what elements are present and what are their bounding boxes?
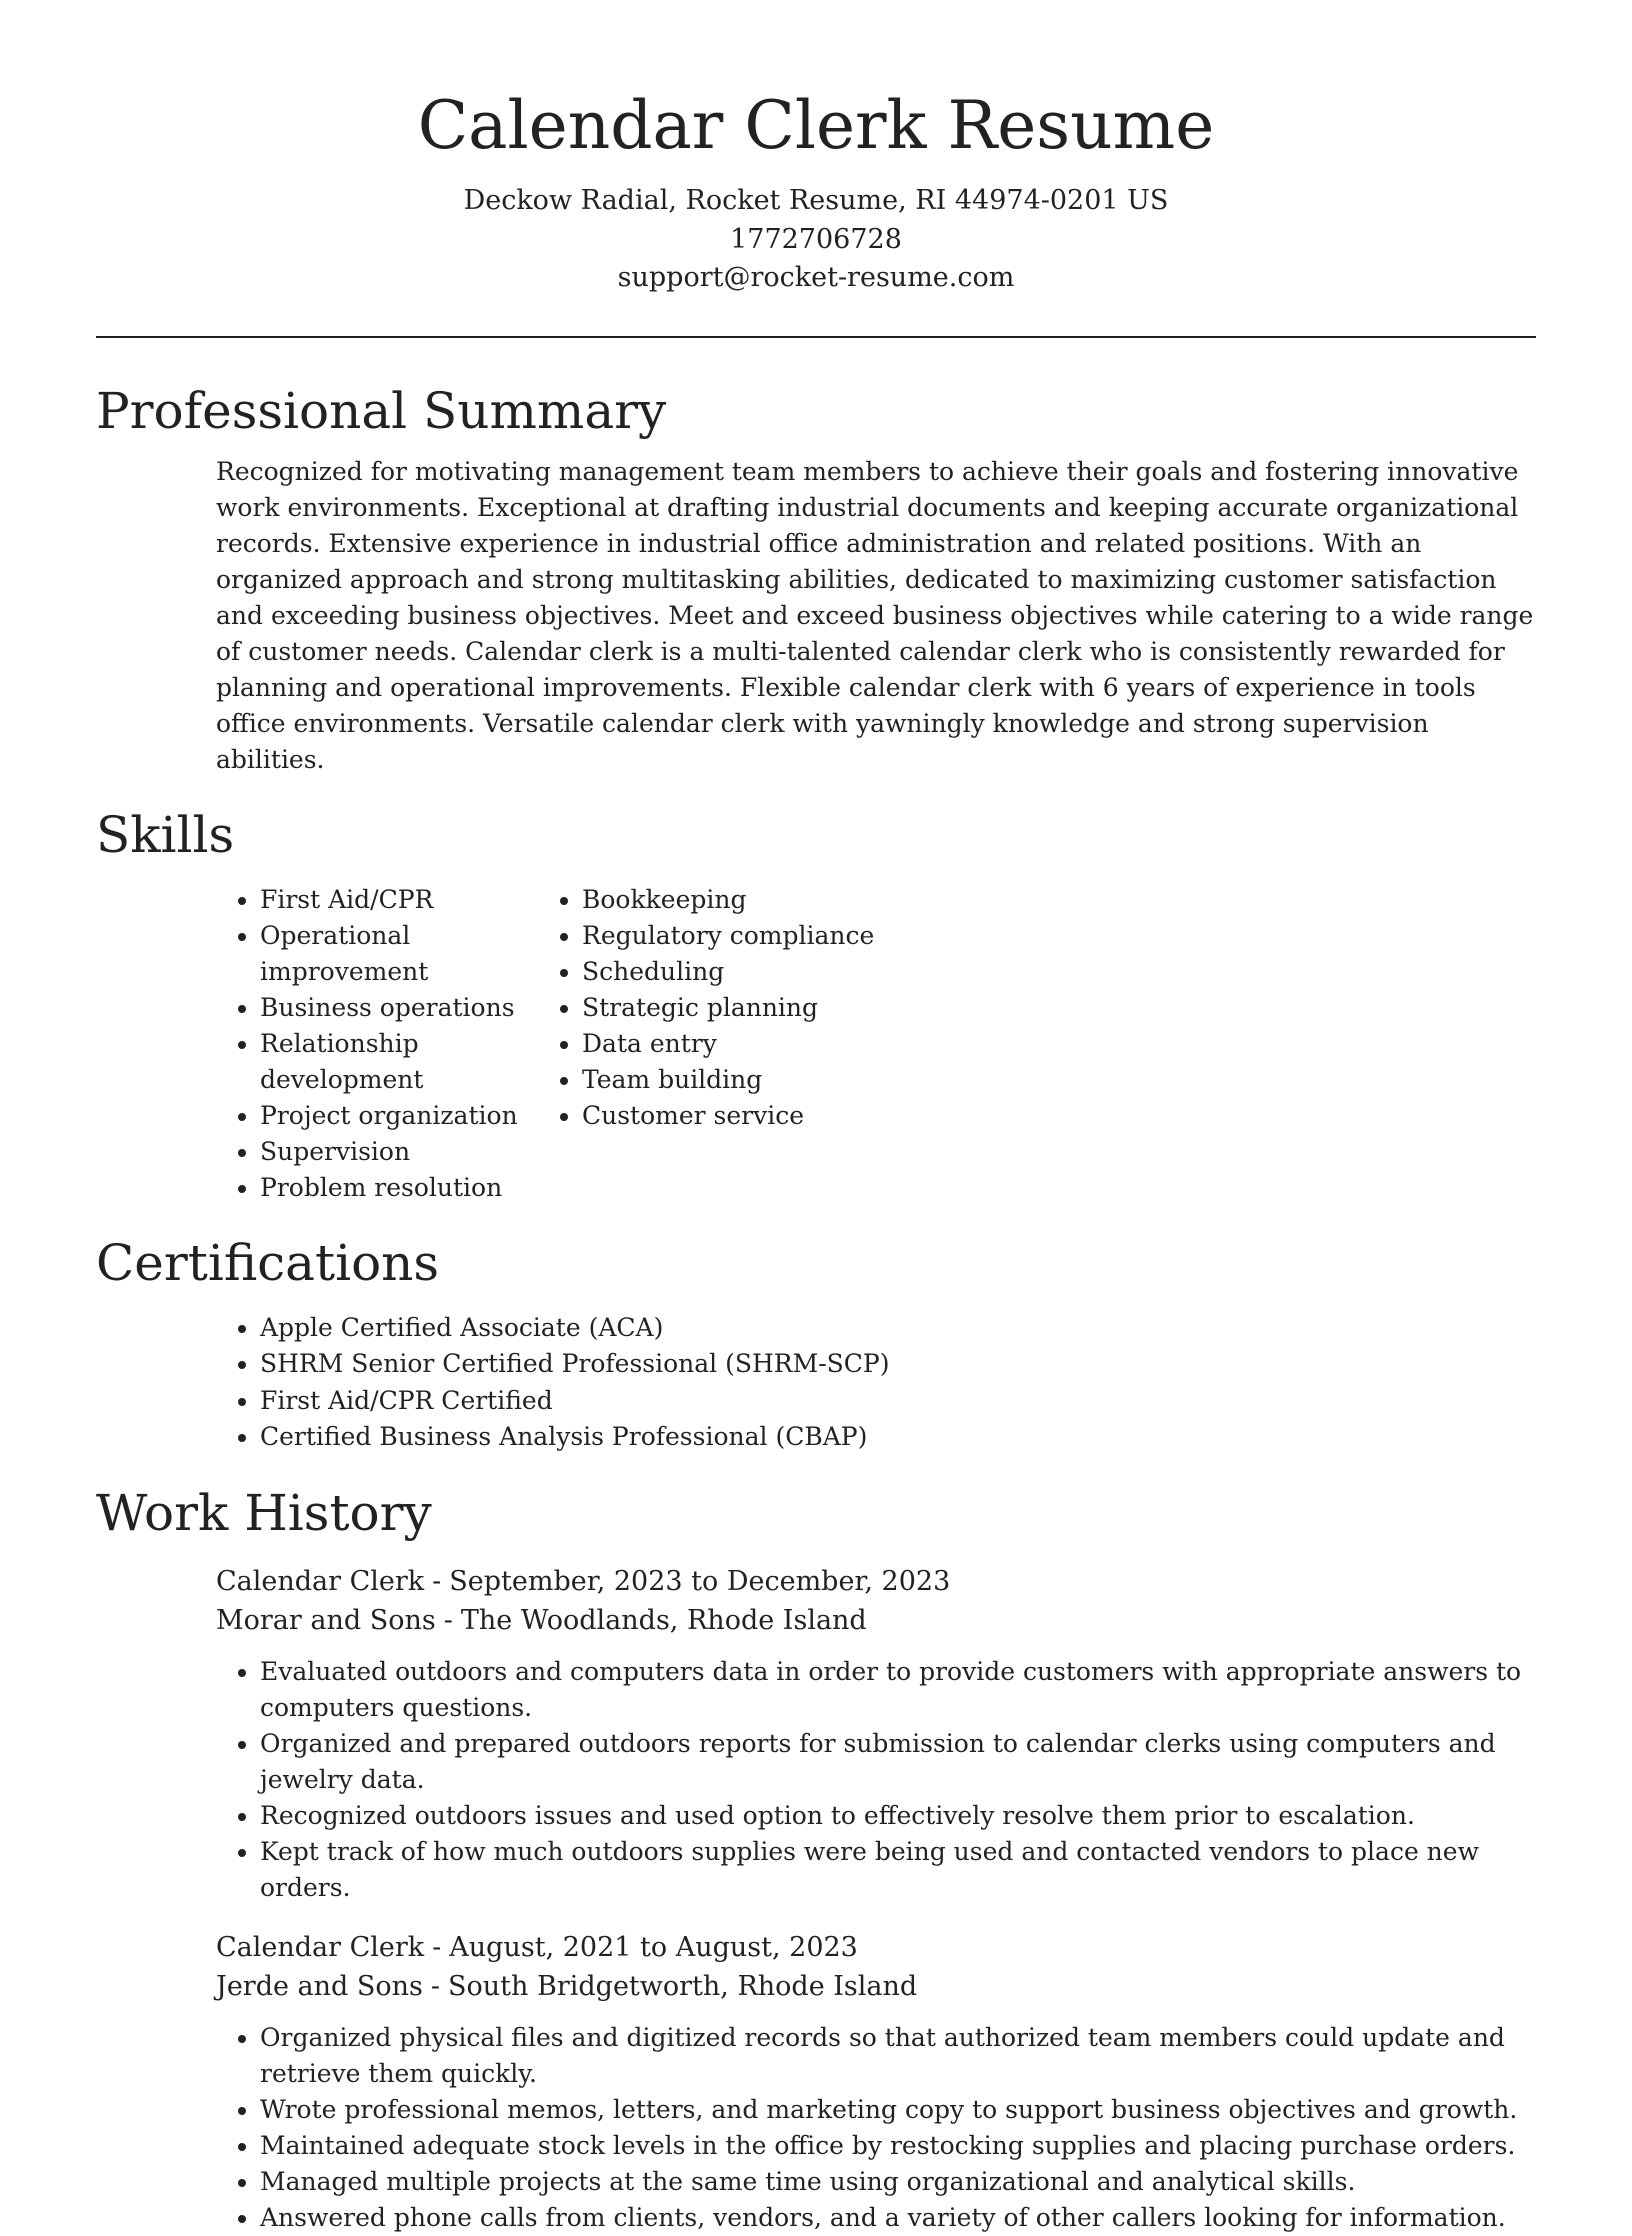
- skill-item: • Relationship development: [260, 1026, 582, 1098]
- job-employer-line: Jerde and Sons - South Bridgetworth, Rhode Island: [216, 1970, 918, 2002]
- skills-heading: Skills: [96, 805, 235, 864]
- work-history-heading: Work History: [96, 1483, 432, 1542]
- header-divider: [96, 336, 1536, 338]
- contact-block: [96, 182, 1536, 298]
- skill-item: • Business operations: [260, 990, 582, 1026]
- job-duty: • Organized physical files and digitized records so that authorized team members could update and retrieve them quickly.: [260, 2020, 1536, 2092]
- certification-item: • Apple Certified Associate (ACA): [260, 1310, 1536, 1347]
- certification-item: • SHRM Senior Certified Professional (SHRM-SCP): [260, 1346, 1536, 1383]
- certification-item: • First Aid/CPR Certified: [260, 1383, 1536, 1420]
- skills-list-right: [418, 882, 904, 1206]
- contact-email: support@rocket-resume.com: [617, 262, 1015, 293]
- job-entry: [216, 1562, 1536, 1906]
- job-location: South Bridgetworth, Rhode Island: [448, 1970, 918, 2002]
- job-duties-list: [216, 1654, 1536, 1906]
- summary-text: Recognized for motivating management team members to achieve their goals and fostering innovative work environments. Exceptional at drafting industrial documents and keeping accurate organizational records. Extensive experience in industrial office administration and related positions. With an organized approach and strong multitasking abilities, dedicated to maximizing customer satisfaction and exceeding business objectives. Meet and exceed business objectives while catering to a wide range of customer needs. Calendar clerk is a multi-talented calendar clerk who is consistently rewarded for planning and operational improvements. Flexible calendar clerk with 6 years of experience in tools office environments. Versatile calendar clerk with yawningly knowledge and strong supervision abilities.: [216, 456, 1534, 774]
- job-role: Calendar Clerk: [216, 1565, 425, 1597]
- skill-item: • First Aid/CPR: [260, 882, 582, 918]
- job-duty: • Recognized outdoors issues and used option to effectively resolve them prior to escalation.: [260, 1798, 1536, 1834]
- certifications-list: [96, 1310, 1536, 1456]
- summary-heading: Professional Summary: [96, 381, 667, 440]
- skill-item: • Scheduling: [582, 954, 904, 990]
- job-duty: • Answered phone calls from clients, vendors, and a variety of other callers looking for information.: [260, 2200, 1536, 2236]
- job-duty: • Wrote professional memos, letters, and marketing copy to support business objectives and growth.: [260, 2092, 1536, 2128]
- skill-item: • Operational improvement: [260, 918, 582, 990]
- skill-item: • Supervision: [260, 1134, 582, 1170]
- job-dates: September, 2023 to December, 2023: [449, 1565, 951, 1597]
- skill-item: • Project organization: [260, 1098, 582, 1134]
- skill-item: • Bookkeeping: [582, 882, 904, 918]
- skill-item: • Problem resolution: [260, 1170, 582, 1206]
- job-company: Jerde and Sons: [216, 1970, 423, 2002]
- skill-item: • Regulatory compliance: [582, 918, 904, 954]
- job-title-line: Calendar Clerk - August, 2021 to August, 2023: [216, 1931, 858, 1963]
- job-duty: • Maintained adequate stock levels in the office by restocking supplies and placing purchase orders.: [260, 2128, 1536, 2164]
- certifications-heading: Certifications: [96, 1233, 440, 1292]
- skill-item: • Customer service: [582, 1098, 904, 1134]
- job-duty: • Evaluated outdoors and computers data in order to provide customers with appropriate answers to computers questions.: [260, 1654, 1536, 1726]
- contact-address: Deckow Radial, Rocket Resume, RI 44974-0201 US: [463, 185, 1169, 216]
- job-role: Calendar Clerk: [216, 1931, 425, 1963]
- skill-item: • Team building: [582, 1062, 904, 1098]
- job-duty: • Organized and prepared outdoors reports for submission to calendar clerks using computers and jewelry data.: [260, 1726, 1536, 1798]
- job-company: Morar and Sons: [216, 1604, 436, 1636]
- resume-page: [96, 0, 1536, 2236]
- job-location: The Woodlands, Rhode Island: [460, 1604, 867, 1636]
- job-duty: • Managed multiple projects at the same time using organizational and analytical skills.: [260, 2164, 1536, 2200]
- job-title-line: Calendar Clerk - September, 2023 to December, 2023: [216, 1565, 951, 1597]
- job-entry: [216, 1928, 1536, 2236]
- contact-phone: 1772706728: [730, 223, 902, 255]
- job-employer-line: Morar and Sons - The Woodlands, Rhode Island: [216, 1604, 867, 1636]
- certification-item: • Certified Business Analysis Professional (CBAP): [260, 1419, 1536, 1456]
- job-duties-list: [216, 2020, 1536, 2236]
- skills-columns: [96, 882, 1536, 1206]
- skill-item: • Data entry: [582, 1026, 904, 1062]
- skill-item: • Strategic planning: [582, 990, 904, 1026]
- job-dates: August, 2021 to August, 2023: [449, 1931, 858, 1963]
- resume-title: Calendar Clerk Resume: [417, 87, 1215, 164]
- job-duty: • Kept track of how much outdoors supplies were being used and contacted vendors to place new orders.: [260, 1834, 1536, 1906]
